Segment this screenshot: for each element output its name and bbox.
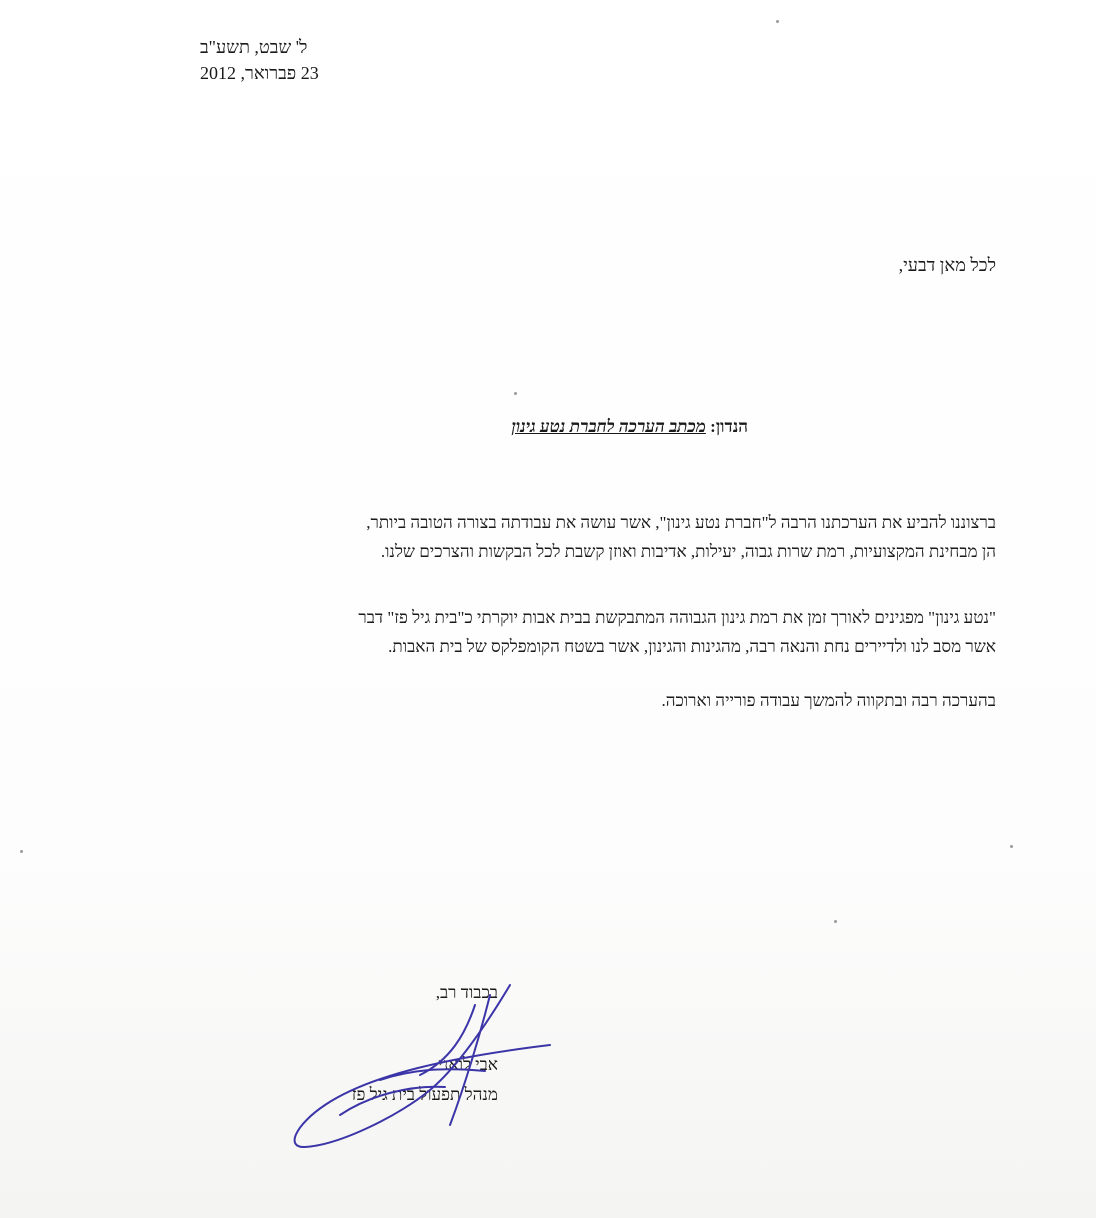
subject-line: [512, 417, 748, 437]
paragraph-line: אשר מסב לנו ולדיירים נחת והנאה רבה, מהגינות והגינון, אשר בשטח הקומפלקס של בית האבות.: [388, 637, 996, 656]
closing-greeting: בכבוד רב,: [435, 983, 498, 1002]
scan-speck: [776, 20, 779, 23]
gregorian-date: 23 פברואר, 2012: [200, 63, 319, 83]
paragraph-line: ברצוננו להביע את הערכתנו הרבה ל"חברת נטע גינון", אשר עושה את עבודתה בצורה הטובה ביותר,: [366, 513, 996, 532]
subject-label: הנדון:: [710, 417, 748, 436]
scan-speck: [514, 392, 517, 395]
date-block: [200, 34, 363, 86]
paragraph-3: [196, 686, 996, 715]
paragraph-1: [196, 508, 996, 566]
scan-speck: [1010, 845, 1013, 848]
signer-title: מנהל תפעול בית גיל פז: [351, 1085, 498, 1104]
hebrew-date: ל' שבט, תשע"ב: [200, 37, 308, 57]
paragraph-2: [196, 603, 996, 661]
scan-speck: [20, 850, 23, 853]
signer-name: אבי לואני: [438, 1055, 498, 1074]
scan-speck: [834, 920, 837, 923]
greeting: לכל מאן דבעי,: [898, 255, 996, 275]
paragraph-line: "נטע גינון" מפגינים לאורך זמן את רמת גינון הגבוהה המתבקשת בבית אבות יוקרתי כ"בית גיל פז" דבר: [358, 608, 996, 627]
paragraph-line: בהערכה רבה ובתקווה להמשך עבודה פורייה וארוכה.: [661, 691, 996, 710]
closing-block: [352, 978, 498, 1110]
subject-text: מכתב הערכה לחברת נטע גינון: [511, 417, 706, 436]
paragraph-line: הן מבחינת המקצועיות, רמת שרות גבוה, יעילות, אדיבות ואוזן קשבת לכל הבקשות והצרכים שלנו.: [380, 542, 996, 561]
